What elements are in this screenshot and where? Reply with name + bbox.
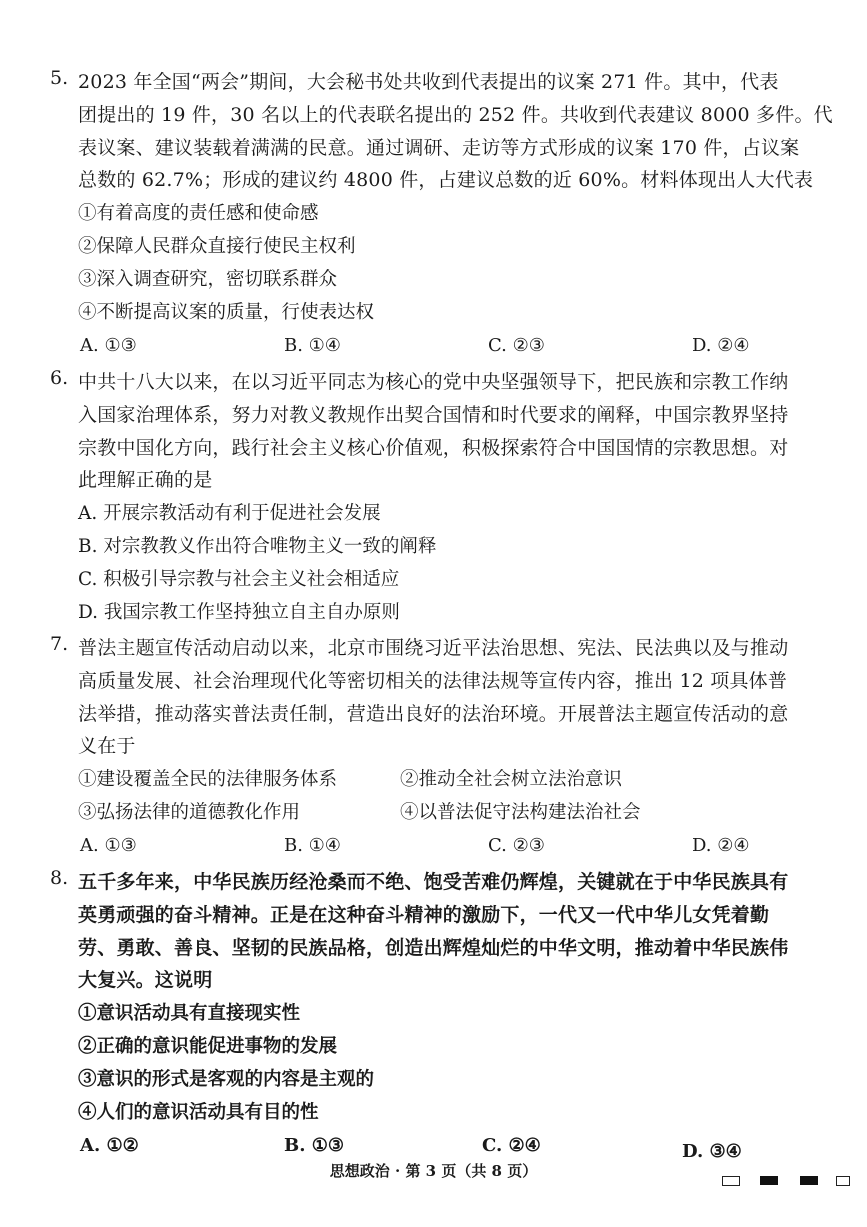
statement-item: ①有着高度的责任感和使命感 [78,203,319,225]
answer-choices [78,829,840,862]
choice-d[interactable]: D. 我国宗教工作坚持独立自主自办原则 [78,602,400,624]
statement-item: ③深入调查研究，密切联系群众 [78,269,338,291]
question-stem [78,632,840,763]
answer-choices [78,329,840,362]
statement-item: ④不断提高议案的质量，行使表达权 [78,302,375,324]
question-number: 8. [50,867,69,889]
statement-row [78,796,840,829]
choice-a[interactable]: A. 开展宗教活动有利于促进社会发展 [78,503,381,525]
stem-line: 总数的 62.7%；形成的建议约 4800 件，占建议总数的近 60%。材料体现出人大代表 [78,169,814,192]
stem-line: 大复兴。这说明 [78,969,213,992]
answer-choices [78,1129,840,1162]
choice-c[interactable]: C. ②③ [488,335,545,357]
stem-line: 此理解正确的是 [78,469,213,492]
choice-d[interactable]: D. ②④ [692,335,750,357]
stem-line: 宗教中国化方向，践行社会主义核心价值观，积极探索符合中国国情的宗教思想。对 [78,436,789,459]
question-5 [50,66,840,362]
question-stem [78,66,840,197]
registration-mark [722,1176,740,1186]
question-number: 7. [50,633,69,655]
choice-c[interactable]: C. 积极引导宗教与社会主义社会相适应 [78,569,400,591]
stem-line: 五千多年来，中华民族历经沧桑而不绝、饱受苦难仍辉煌，关键就在于中华民族具有 [78,871,789,893]
question-6 [50,366,840,629]
statement-item: ④以普法促守法构建法治社会 [400,802,641,824]
stem-line: 团提出的 19 件，30 名以上的代表联名提出的 252 件。共收到代表建议 8000 多件。代 [78,103,833,126]
stem-line: 入国家治理体系，努力对教义教规作出契合国情和时代要求的阐释，中国宗教界坚持 [78,403,789,426]
statement-item: ③弘扬法律的道德教化作用 [78,802,301,824]
registration-mark [800,1176,818,1185]
stem-line: 高质量发展、社会治理现代化等密切相关的法律法规等宣传内容，推出 12 项具体普 [78,669,788,692]
question-7 [50,632,840,862]
scan-marks [718,1172,858,1192]
registration-mark [760,1176,778,1185]
stem-line: 2023 年全国“两会”期间，大会秘书处共收到代表提出的议案 271 件。其中，代表 [78,71,779,93]
question-stem [78,366,840,497]
registration-mark [836,1176,850,1186]
choice-b[interactable]: B. ①④ [284,835,341,857]
statement-item: ③意识的形式是客观的内容是主观的 [78,1069,375,1091]
statement-item: ①建设覆盖全民的法律服务体系 [78,769,338,791]
choice-b[interactable]: B. 对宗教教义作出符合唯物主义一致的阐释 [78,536,437,558]
stem-line: 法举措，推动落实普法责任制，营造出良好的法治环境。开展普法主题宣传活动的意 [78,702,789,725]
stem-line: 英勇顽强的奋斗精神。正是在这种奋斗精神的激励下，一代又一代中华儿女凭着勤 [78,903,770,926]
choice-a[interactable]: A. ①③ [80,835,137,857]
statement-item: ②正确的意识能促进事物的发展 [78,1036,338,1058]
choice-d[interactable]: D. ③④ [682,1141,742,1163]
stem-line: 普法主题宣传活动启动以来，北京市围绕习近平法治思想、宪法、民法典以及与推动 [78,637,789,659]
question-stem [78,866,840,997]
choice-b[interactable]: B. ①③ [284,1135,345,1157]
choice-a[interactable]: A. ①③ [80,335,137,357]
choice-c[interactable]: C. ②③ [488,835,545,857]
stem-line: 义在于 [78,735,136,758]
choice-c[interactable]: C. ②④ [482,1135,541,1157]
statement-item: ④人们的意识活动具有目的性 [78,1102,319,1124]
statement-row [78,763,840,796]
question-8 [50,866,840,1162]
statement-item: ①意识活动具有直接现实性 [78,1003,301,1025]
page-footer: 思想政治 · 第 3 页（共 8 页） [329,1162,538,1180]
statement-item: ②保障人民群众直接行使民主权利 [78,236,356,258]
statement-item: ②推动全社会树立法治意识 [400,769,623,791]
stem-line: 劳、勇敢、善良、坚韧的民族品格，创造出辉煌灿烂的中华文明，推动着中华民族伟 [78,936,789,959]
question-number: 5. [50,67,69,89]
choice-b[interactable]: B. ①④ [284,335,341,357]
stem-line: 表议案、建议装载着满满的民意。通过调研、走访等方式形成的议案 170 件，占议案 [78,136,800,159]
choice-a[interactable]: A. ①② [80,1135,139,1157]
question-number: 6. [50,367,69,389]
stem-line: 中共十八大以来，在以习近平同志为核心的党中央坚强领导下，把民族和宗教工作纳 [78,371,789,393]
choice-d[interactable]: D. ②④ [692,835,750,857]
